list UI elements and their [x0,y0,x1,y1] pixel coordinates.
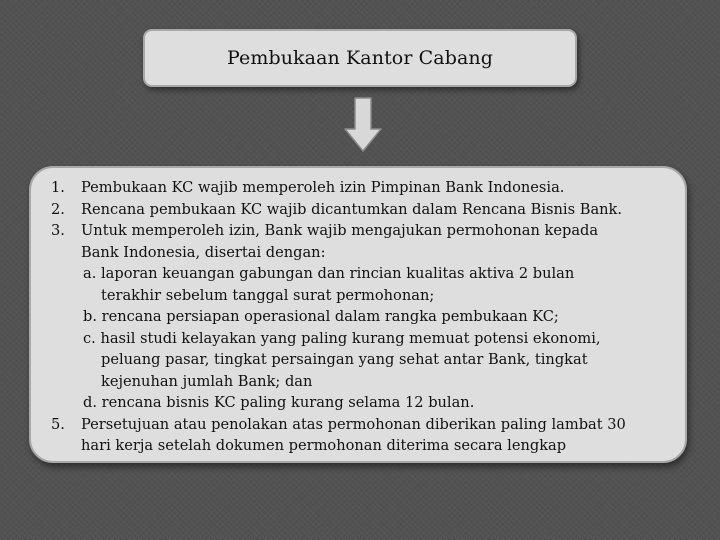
list-item-text: Rencana pembukaan KC wajib dicantumkan dalam Rencana Bisnis Bank. [81,200,623,218]
sub-item-text: c. hasil studi kelayakan yang paling kurang memuat potensi ekonomi, [83,329,601,347]
list-item-2 [51,199,667,221]
requirements-list [31,168,685,457]
list-item-text: Persetujuan atau penolakan atas permohonan diberikan paling lambat 30 [81,415,626,433]
sub-item-text: kejenuhan jumlah Bank; dan [101,372,313,390]
sub-item-a [81,263,667,306]
sub-item-text: peluang pasar, tingkat persaingan yang sehat antar Bank, tingkat [101,351,588,368]
sub-item-text: d. rencana bisnis KC paling kurang selama 12 bulan. [83,394,475,411]
list-item-number: 2. [51,200,65,218]
sub-item-text: terakhir sebelum tanggal surat permohonan; [101,286,435,304]
down-arrow-icon [343,97,383,153]
down-arrow-shape [345,98,381,151]
list-item-1 [51,177,667,199]
list-item-number: 5. [51,415,65,433]
list-item-3 [51,220,667,414]
content-box [29,166,687,463]
list-item-5 [51,414,667,457]
page-title: Pembukaan Kantor Cabang [226,47,494,69]
list-item-text: Untuk memperoleh izin, Bank wajib mengajukan permohonan kepada [81,222,599,239]
list-item-text: Pembukaan KC wajib memperoleh izin Pimpinan Bank Indonesia. [81,179,565,196]
title-box [143,29,577,87]
list-item-text: Bank Indonesia, disertai dengan: [81,243,326,261]
sub-item-text: b. rencana persiapan operasional dalam rangka pembukaan KC; [83,308,559,325]
list-item-number: 1. [51,179,65,196]
sub-item-c [81,328,667,393]
sub-item-d [81,392,667,414]
sub-item-text: a. laporan keuangan gabungan dan rincian kualitas aktiva 2 bulan [83,265,575,282]
sub-item-b [81,306,667,328]
list-item-number: 3. [51,222,65,239]
list-item-text: hari kerja setelah dokumen permohonan diterima secara lengkap [81,437,567,454]
